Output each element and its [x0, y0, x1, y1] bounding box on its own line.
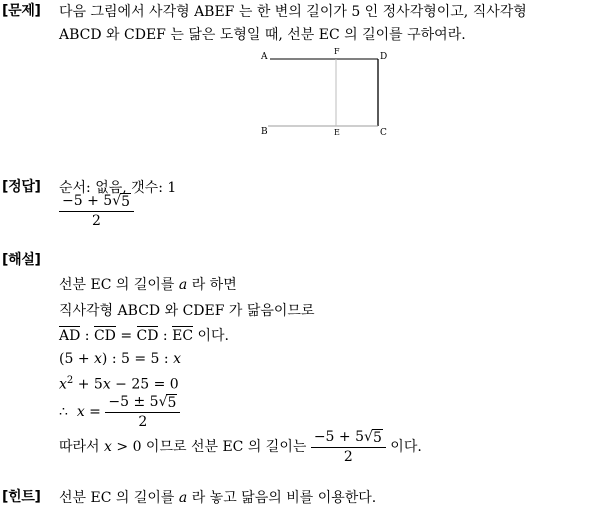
explanation-line7: 따라서 x > 0 이므로 선분 EC 의 길이는 −5 + 5 √ 5 2 이다. [59, 429, 422, 466]
answer-label: [정답] [2, 179, 41, 195]
explanation-label: [해설] [2, 252, 41, 268]
hint-text: 선분 EC 의 길이를 a 라 놓고 닮음의 비를 이용한다. [59, 490, 377, 506]
point-d-label: D [380, 52, 388, 62]
answer-fraction: −5 + 5 √ 5 2 [59, 193, 134, 229]
hint-label: [힌트] [2, 489, 41, 505]
problem-label: [문제] [2, 3, 41, 19]
point-c-label: C [380, 128, 387, 138]
explanation-line3: AD : CD = CD : EC 이다. [59, 328, 229, 344]
explanation-line6: ∴ x = −5 ± 5 √ 5 2 [59, 394, 180, 430]
point-b-label: B [261, 127, 268, 137]
problem-text-line1: 다음 그림에서 사각형 ABEF 는 한 변의 길이가 5 인 정사각형이고, 직사각형 [59, 4, 527, 20]
answer-num-a: −5 + 5 [62, 193, 113, 209]
rectangle-figure [255, 46, 395, 138]
problem-text-line2: ABCD 와 CDEF 는 닮은 도형일 때, 선분 EC 의 길이를 구하여라. [59, 27, 466, 43]
point-e-label: E [334, 128, 340, 137]
explanation-line5: $x^2 + 5x - 25 = 0$ [59, 375, 179, 393]
explanation-line4: (5 + x) : 5 = 5 : x [59, 351, 181, 367]
answer-meta: 순서: 없음, 갯수: 1 [59, 180, 177, 196]
explanation-line1: 선분 EC 의 길이를 a 라 하면 [59, 277, 237, 293]
point-f-label: F [334, 47, 340, 56]
answer-num-b: 5 [121, 194, 131, 210]
point-a-label: A [261, 52, 268, 62]
explanation-line2: 직사각형 ABCD 와 CDEF 가 닮음이므로 [59, 303, 315, 319]
answer-den: 2 [92, 213, 101, 230]
